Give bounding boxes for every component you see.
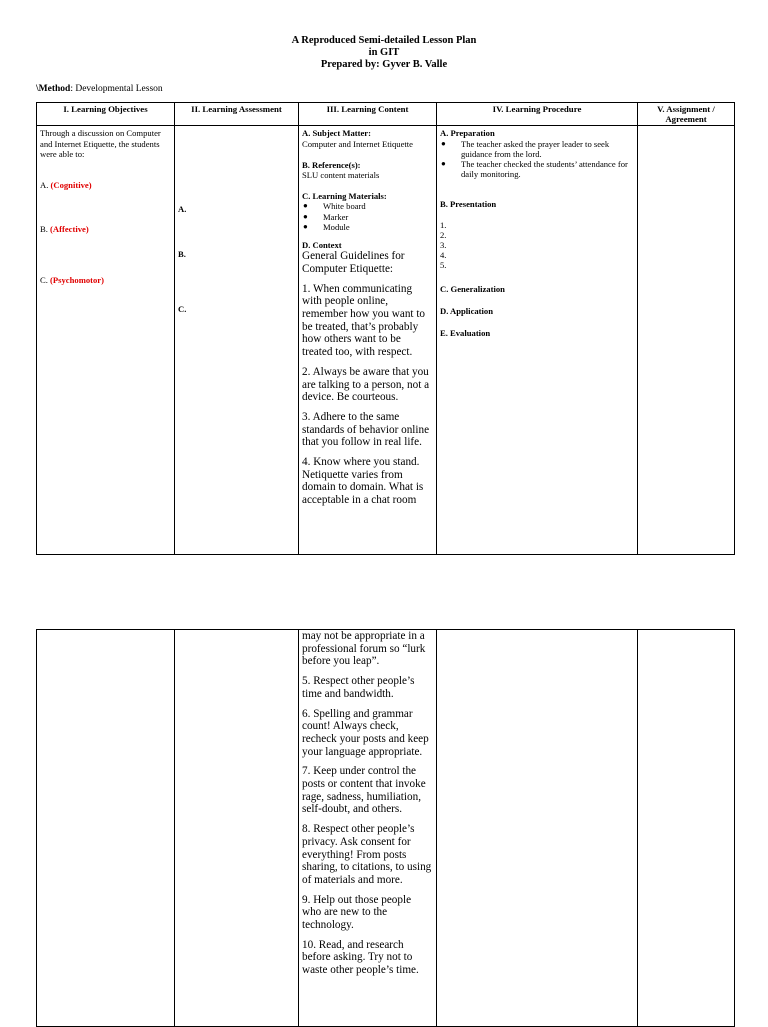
objective-a-domain: (Cognitive) [50,180,92,191]
list-item: 4. [440,250,447,261]
title-line-3: Prepared by: Gyver B. Valle [320,59,448,70]
assessment-b: B. [178,248,186,259]
references: SLU content materials [302,170,380,181]
method-label: \Method [36,84,71,94]
table-header-row [37,103,735,126]
presentation-steps [440,220,634,271]
document-title [0,35,768,71]
list-item: ● Marker [302,212,433,222]
guideline-item: 10. Read, and research before asking. Try not to waste other people’s time. [302,938,419,977]
context-label: D. Context [302,240,342,251]
preparation-label: A. Preparation [440,128,495,139]
context-heading: General Guidelines for Computer Etiquette: [302,250,405,275]
title-line-1: A Reproduced Semi-detailed Lesson Plan [291,35,477,46]
guideline-item: 9. Help out those people who are new to the technology. [302,893,412,932]
guideline-item: 6. Spelling and grammar count! Always check, recheck your posts and keep your language appropriate. [302,707,429,758]
assignment-cell-continued [638,630,735,1027]
list-item: 1. [440,219,447,230]
guideline-item: 5. Respect other people’s time and bandwidth. [302,675,415,700]
evaluation-label: E. Evaluation [440,328,491,339]
method-value: : Developmental Lesson [70,84,163,94]
objectives-intro: Through a discussion on Computer and Internet Etiquette, the students were able to: [40,128,161,159]
title-line-2: in GIT [368,47,400,58]
materials-list [302,201,433,232]
col-header-procedure: IV. Learning Procedure [437,103,638,126]
assessment-a: A. [178,204,187,215]
guideline-item: may not be appropriate in a professional forum so “lurk before you leap”. [302,630,426,668]
references-label: B. Reference(s): [302,159,361,170]
guideline-item: 7. Keep under control the posts or content that invoke rage, sadness, humiliation, self-doubt, and others. [302,765,426,816]
lesson-plan-table [36,102,735,555]
guideline-item: 3. Adhere to the same standards of behavior online that you follow in real life. [302,410,430,449]
col-header-content: III. Learning Content [299,103,437,126]
materials-label: C. Learning Materials: [302,191,387,202]
objective-c-domain: (Psychomotor) [50,275,104,286]
procedure-cell [437,126,638,555]
content-cell-continued [299,630,437,1027]
objective-c: C. (Psychomotor) [40,275,104,286]
assessment-cell-continued [175,630,299,1027]
table-row [37,630,735,1027]
table-row [37,126,735,555]
guideline-item: 2. Always be aware that you are talking to a person, not a device. Be courteous. [302,365,430,404]
lesson-plan-table-continued [36,629,735,1027]
application-label: D. Application [440,305,494,316]
method-line [36,84,163,94]
list-item: ● The teacher checked the students’ attendance for daily monitoring. [440,159,634,179]
content-cell [299,126,437,555]
guideline-item: 8. Respect other people’s privacy. Ask consent for everything! From posts sharing, to citations, to using of materials and more. [302,823,432,886]
col-header-assessment: II. Learning Assessment [175,103,299,126]
preparation-list [440,139,634,180]
objectives-cell-continued [37,630,175,1027]
objective-b-domain: (Affective) [50,224,89,235]
guideline-item: 4. Know where you stand. Netiquette varies from domain to domain. What is acceptable in a chat room [302,456,424,507]
list-item: ● Module [302,222,433,232]
procedure-cell-continued [437,630,638,1027]
subject-matter: Computer and Internet Etiquette [302,138,413,149]
guidelines-list [302,250,433,507]
list-item: ● White board [302,201,433,211]
list-item: 2. [440,229,447,240]
generalization-label: C. Generalization [440,283,505,294]
list-item: ● The teacher asked the prayer leader to seek guidance from the lord. [440,139,634,159]
subject-matter-label: A. Subject Matter: [302,128,371,139]
guidelines-list-continued [302,630,433,1024]
col-header-objectives: I. Learning Objectives [37,103,175,126]
list-item: 5. [440,260,447,271]
col-header-assignment: V. Assignment / Agreement [638,103,735,126]
list-item: 3. [440,240,447,251]
objective-b: B. (Affective) [40,224,89,235]
assignment-cell [638,126,735,555]
assessment-c: C. [178,303,187,314]
presentation-label: B. Presentation [440,199,497,210]
objectives-cell [37,126,175,555]
guideline-item: 1. When communicating with people online, remember how you want to be treated, that’s probably how others want to be treated too, with respect. [302,282,426,359]
assessment-cell [175,126,299,555]
objective-a: A. (Cognitive) [40,180,92,191]
